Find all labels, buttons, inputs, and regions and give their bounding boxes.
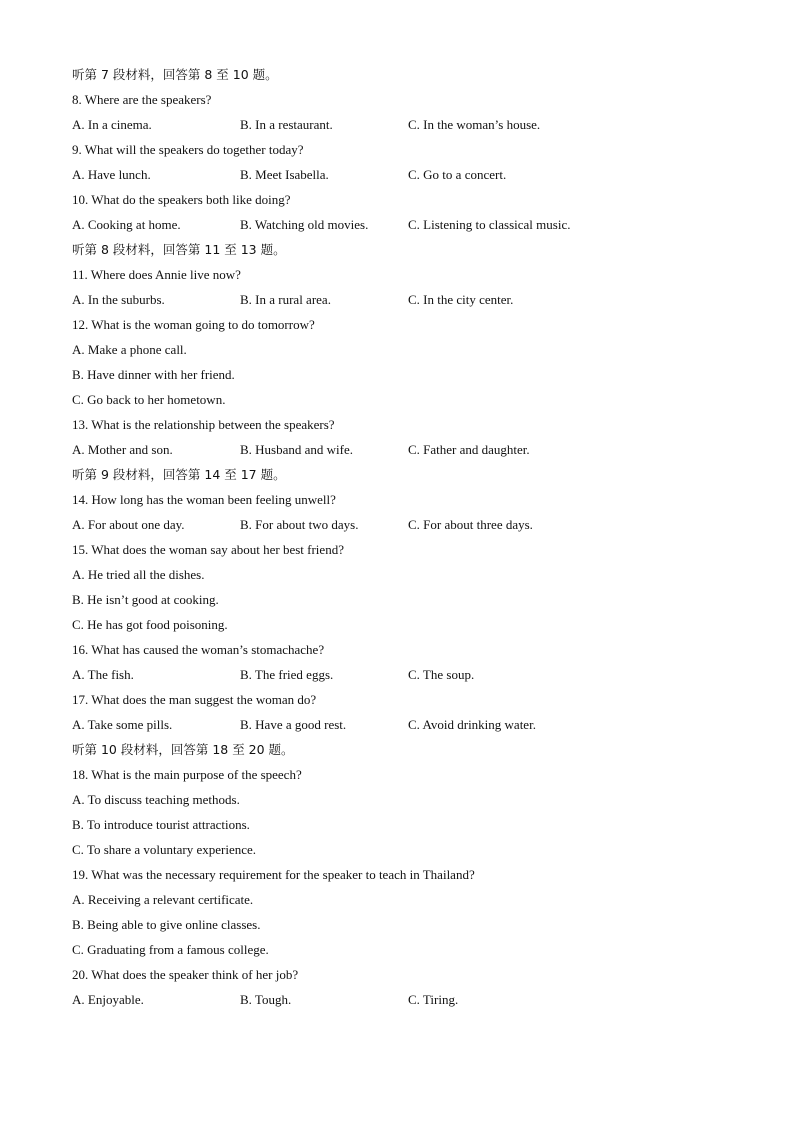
options-row	[72, 212, 732, 237]
option-line: C. Go back to her hometown.	[72, 392, 226, 407]
question-text: 17. What does the man suggest the woman do?	[72, 692, 317, 707]
options-row	[72, 437, 732, 462]
option-b: B. Have a good rest.	[240, 717, 347, 732]
option-b: B. In a restaurant.	[240, 117, 333, 132]
option-a: A. In the suburbs.	[72, 292, 165, 307]
option-b: B. Tough.	[240, 992, 292, 1007]
option-b: B. Watching old movies.	[240, 217, 369, 232]
section-heading: 听第 7 段材料，回答第 8 至 10 题。	[72, 67, 278, 82]
option-b: B. The fried eggs.	[240, 667, 334, 682]
question-text: 12. What is the woman going to do tomorrow?	[72, 317, 315, 332]
question-text: 18. What is the main purpose of the speech?	[72, 767, 302, 782]
option-b: B. In a rural area.	[240, 292, 331, 307]
question-text: 11. Where does Annie live now?	[72, 267, 241, 282]
section-heading: 听第 10 段材料，回答第 18 至 20 题。	[72, 742, 294, 757]
option-c: C. In the woman’s house.	[408, 117, 541, 132]
option-c: C. Listening to classical music.	[408, 217, 571, 232]
option-line: A. He tried all the dishes.	[72, 567, 205, 582]
option-line: B. Have dinner with her friend.	[72, 367, 235, 382]
question-text: 10. What do the speakers both like doing?	[72, 192, 291, 207]
option-c: C. Avoid drinking water.	[408, 717, 536, 732]
option-line: B. He isn’t good at cooking.	[72, 592, 219, 607]
option-a: A. Mother and son.	[72, 442, 173, 457]
question-text: 8. Where are the speakers?	[72, 92, 212, 107]
option-b: B. Husband and wife.	[240, 442, 354, 457]
option-c: C. Father and daughter.	[408, 442, 530, 457]
options-row	[72, 287, 732, 312]
option-a: A. Enjoyable.	[72, 992, 144, 1007]
question-text: 14. How long has the woman been feeling unwell?	[72, 492, 336, 507]
options-row	[72, 987, 732, 1012]
options-row	[72, 512, 732, 537]
section-heading: 听第 9 段材料，回答第 14 至 17 题。	[72, 467, 286, 482]
option-line: A. Receiving a relevant certificate.	[72, 892, 254, 907]
option-c: C. Tiring.	[408, 992, 459, 1007]
option-a: A. The fish.	[72, 667, 134, 682]
option-c: C. The soup.	[408, 667, 475, 682]
option-c: C. For about three days.	[408, 517, 533, 532]
option-a: A. Cooking at home.	[72, 217, 181, 232]
question-text: 19. What was the necessary requirement for the speaker to teach in Thailand?	[72, 867, 475, 882]
question-text: 9. What will the speakers do together today?	[72, 142, 304, 157]
options-row	[72, 712, 732, 737]
question-text: 16. What has caused the woman’s stomachache?	[72, 642, 325, 657]
section-heading: 听第 8 段材料，回答第 11 至 13 题。	[72, 242, 286, 257]
question-text: 13. What is the relationship between the speakers?	[72, 417, 335, 432]
option-a: A. For about one day.	[72, 517, 185, 532]
option-line: A. To discuss teaching methods.	[72, 792, 240, 807]
option-line: C. Graduating from a famous college.	[72, 942, 269, 957]
option-b: B. Meet Isabella.	[240, 167, 329, 182]
option-line: C. To share a voluntary experience.	[72, 842, 257, 857]
options-row	[72, 162, 732, 187]
option-a: A. Have lunch.	[72, 167, 151, 182]
exam-page	[72, 62, 732, 1012]
option-line: B. Being able to give online classes.	[72, 917, 261, 932]
option-line: A. Make a phone call.	[72, 342, 187, 357]
option-a: A. In a cinema.	[72, 117, 152, 132]
question-text: 15. What does the woman say about her best friend?	[72, 542, 344, 557]
question-text: 20. What does the speaker think of her job?	[72, 967, 299, 982]
options-row	[72, 662, 732, 687]
options-row	[72, 112, 732, 137]
option-line: B. To introduce tourist attractions.	[72, 817, 250, 832]
option-b: B. For about two days.	[240, 517, 359, 532]
option-line: C. He has got food poisoning.	[72, 617, 228, 632]
option-c: C. In the city center.	[408, 292, 514, 307]
option-c: C. Go to a concert.	[408, 167, 507, 182]
option-a: A. Take some pills.	[72, 717, 173, 732]
